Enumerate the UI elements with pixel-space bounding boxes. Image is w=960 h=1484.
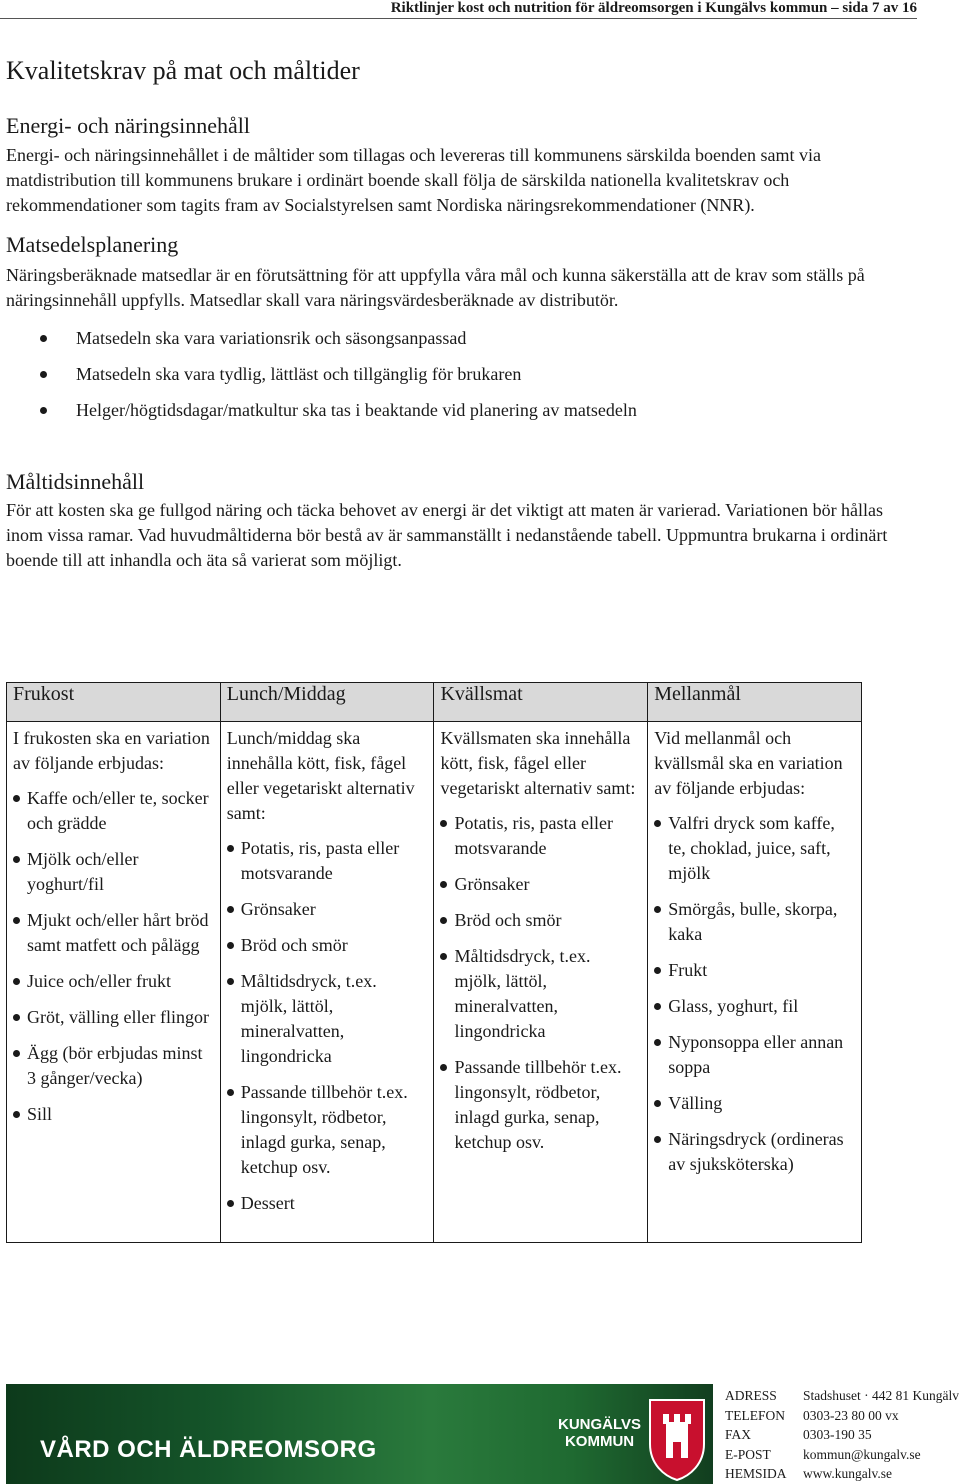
list-item	[6, 392, 916, 428]
header-rule	[0, 18, 917, 19]
bullet-icon	[40, 371, 47, 378]
list-item-text: Juice och/eller frukt	[27, 971, 171, 991]
list-item-text: Grönsaker	[240, 899, 316, 919]
footer-band	[6, 1384, 713, 1484]
cell-list	[227, 836, 428, 1216]
table-row	[7, 722, 862, 1243]
contact-row	[725, 1425, 959, 1445]
list-item	[654, 1091, 855, 1116]
list-item	[654, 1030, 855, 1080]
list-item	[440, 1055, 641, 1155]
bullet-icon	[227, 942, 234, 949]
list-item-text: Dessert	[240, 1193, 295, 1213]
list-item-text: Kaffe och/eller te, socker och grädde	[27, 788, 209, 833]
list-item	[227, 897, 428, 922]
energy-paragraph: Energi- och näringsinnehållet i de måltider som tillagas och levereras till kommunens särskilda boenden samt via matdistribution till kommunens brukare i ordinärt boende skall följa de särskilda nationella kvalitetskrav och rekommendationer som tagits fram av Socialstyrelsen samt Nordiska näringsrekommendationer (NNR).	[6, 145, 821, 215]
list-item-text: Passande tillbehör t.ex. lingonsylt, rödbetor, inlagd gurka, senap, ketchup osv.	[454, 1057, 622, 1152]
table-header-row	[7, 683, 862, 722]
cell-list	[13, 786, 214, 1127]
bullet-icon	[654, 906, 661, 913]
bullet-icon	[440, 820, 447, 827]
bullet-icon	[654, 967, 661, 974]
list-item-text: Ägg (bör erbjudas minst 3 gånger/vecka)	[27, 1043, 203, 1088]
list-item	[227, 1191, 428, 1216]
contact-label: TELEFON	[725, 1407, 785, 1423]
list-item	[654, 994, 855, 1019]
bullet-icon	[13, 795, 20, 802]
bullet-icon	[440, 881, 447, 888]
page-header: Riktlinjer kost och nutrition för äldreomsorgen i Kungälvs kommun – sida 7 av 16	[390, 0, 917, 16]
list-item-text: Grönsaker	[454, 874, 530, 894]
list-item-text: Måltidsdryck, t.ex. mjölk, lättöl, mineralvatten, lingondricka	[454, 946, 591, 1041]
energy-heading: Energi- och näringsinnehåll	[6, 113, 250, 138]
list-item	[13, 786, 214, 836]
cell-breakfast	[7, 722, 221, 1243]
list-item-text: Nyponsoppa eller annan soppa	[668, 1032, 844, 1077]
cell-supper	[434, 722, 648, 1243]
municipality-logo-text	[558, 1416, 641, 1450]
list-item	[6, 320, 916, 356]
list-item-text: Helger/högtidsdagar/matkultur ska tas i beaktande vid planering av matsedeln	[76, 400, 637, 420]
bullet-icon	[40, 335, 47, 342]
bullet-icon	[440, 917, 447, 924]
meal-content-heading: Måltidsinnehåll	[6, 469, 145, 494]
bullet-icon	[227, 1089, 234, 1096]
list-item	[227, 836, 428, 886]
bullet-icon	[13, 1050, 20, 1057]
list-item-text: Måltidsdryck, t.ex. mjölk, lättöl, mineralvatten, lingondricka	[240, 971, 377, 1066]
list-item	[13, 1005, 214, 1030]
bullet-icon	[13, 1111, 20, 1118]
meal-content-paragraph: För att kosten ska ge fullgod näring och täcka behovet av energi är det viktigt att maten är varierad. Variationen bör hållas inom vissa ramar. Vad huvudmåltiderna bör bestå av är sammanställt i nedanstående tabell. Uppmuntra brukarna i ordinärt boende till att inhandla och äta så varierat som möjligt.	[6, 500, 888, 570]
list-item-text: Matsedeln ska vara variationsrik och säsongsanpassad	[76, 328, 467, 348]
cell-snack	[648, 722, 862, 1243]
contact-label: HEMSIDA	[725, 1466, 787, 1481]
meal-table	[6, 682, 862, 1243]
coat-of-arms-icon	[646, 1398, 708, 1482]
page-title: Kvalitetskrav på mat och måltider	[6, 56, 360, 85]
contact-row	[725, 1464, 959, 1484]
footer	[6, 1384, 960, 1484]
contact-value: www.kungalv.se	[803, 1466, 892, 1481]
list-item	[13, 1102, 214, 1127]
list-item	[6, 356, 916, 392]
bullet-icon	[654, 1003, 661, 1010]
contact-value: Stadshuset · 442 81 Kungälv	[803, 1388, 959, 1403]
list-item	[13, 908, 214, 958]
list-item	[227, 1080, 428, 1180]
contact-row	[725, 1445, 959, 1465]
menu-planning-paragraph: Näringsberäknade matsedlar är en förutsättning för att uppfylla våra mål och kunna säkerställa att de krav som ställs på näringsinnehåll uppfylls. Matsedlar skall vara näringsvärdesberäknade av distributör.	[6, 265, 865, 310]
bullet-icon	[13, 1014, 20, 1021]
bullet-icon	[13, 978, 20, 985]
contact-value: 0303-23 80 00 vx	[803, 1407, 899, 1423]
contact-info	[725, 1386, 959, 1484]
contact-row	[725, 1406, 959, 1426]
list-item-text: Potatis, ris, pasta eller motsvarande	[240, 838, 400, 883]
contact-value: kommun@kungalv.se	[803, 1446, 921, 1462]
contact-value: 0303-190 35	[803, 1427, 872, 1442]
bullet-icon	[40, 407, 47, 414]
list-item	[227, 969, 428, 1069]
main-content	[6, 40, 916, 573]
list-item-text: Valfri dryck som kaffe, te, choklad, juice, saft, mjölk	[668, 813, 835, 883]
list-item	[654, 958, 855, 983]
bullet-icon	[227, 906, 234, 913]
list-item	[13, 847, 214, 897]
list-item-text: Näringsdryck (ordineras av sjuksköterska)	[668, 1129, 844, 1174]
cell-list	[440, 811, 641, 1155]
column-header-snack: Mellanmål	[648, 683, 862, 722]
list-item-text: Bröd och smör	[240, 935, 348, 955]
list-item-text: Gröt, välling eller flingor	[27, 1007, 209, 1027]
list-item	[13, 969, 214, 994]
bullet-icon	[13, 917, 20, 924]
bullet-icon	[440, 953, 447, 960]
list-item-text: Matsedeln ska vara tydlig, lättläst och tillgänglig för brukaren	[76, 364, 522, 384]
list-item	[227, 933, 428, 958]
list-item-text: Välling	[668, 1093, 723, 1113]
bullet-icon	[440, 1064, 447, 1071]
contact-row	[725, 1386, 959, 1406]
bullet-icon	[654, 1136, 661, 1143]
menu-planning-heading: Matsedelsplanering	[6, 232, 179, 257]
bullet-icon	[654, 820, 661, 827]
contact-label: E-POST	[725, 1446, 771, 1462]
list-item-text: Bröd och smör	[454, 910, 562, 930]
bullet-icon	[654, 1100, 661, 1107]
list-item-text: Potatis, ris, pasta eller motsvarande	[454, 813, 613, 858]
list-item	[13, 1041, 214, 1091]
cell-intro: Lunch/middag ska innehålla kött, fisk, fågel eller vegetariskt alternativ samt:	[226, 728, 415, 823]
footer-title: VÅRD OCH ÄLDREOMSORG	[40, 1436, 377, 1463]
cell-intro: Kvällsmaten ska innehålla kött, fisk, fågel eller vegetariskt alternativ samt:	[440, 728, 636, 798]
list-item-text: Passande tillbehör t.ex. lingonsylt, rödbetor, inlagd gurka, senap, ketchup osv.	[240, 1082, 408, 1177]
list-item-text: Smörgås, bulle, skorpa, kaka	[668, 899, 838, 944]
list-item	[654, 1127, 855, 1177]
cell-intro: Vid mellanmål och kvällsmål ska en variation av följande erbjudas:	[654, 728, 843, 798]
bullet-icon	[13, 856, 20, 863]
logo-line: KUNGÄLVS	[558, 1416, 642, 1433]
list-item-text: Sill	[27, 1104, 53, 1124]
column-header-lunch: Lunch/Middag	[220, 683, 434, 722]
list-item	[654, 811, 855, 886]
list-item-text: Mjölk och/eller yoghurt/fil	[27, 849, 139, 894]
list-item	[440, 811, 641, 861]
list-item-text: Glass, yoghurt, fil	[668, 996, 799, 1016]
bullet-icon	[227, 1200, 234, 1207]
bullet-icon	[227, 978, 234, 985]
column-header-supper: Kvällsmat	[434, 683, 648, 722]
list-item	[440, 872, 641, 897]
cell-lunch	[220, 722, 434, 1243]
list-item	[440, 944, 641, 1044]
list-item	[440, 908, 641, 933]
column-header-breakfast: Frukost	[7, 683, 221, 722]
bullet-icon	[227, 845, 234, 852]
list-item-text: Mjukt och/eller hårt bröd samt matfett och pålägg	[27, 910, 209, 955]
contact-label: ADRESS	[725, 1388, 777, 1403]
contact-label: FAX	[725, 1427, 752, 1442]
list-item-text: Frukt	[668, 960, 708, 980]
cell-intro: I frukosten ska en variation av följande erbjudas:	[13, 728, 210, 773]
cell-list	[654, 811, 855, 1177]
menu-planning-list	[6, 320, 916, 428]
list-item	[654, 897, 855, 947]
logo-line: KOMMUN	[564, 1433, 635, 1450]
bullet-icon	[654, 1039, 661, 1046]
